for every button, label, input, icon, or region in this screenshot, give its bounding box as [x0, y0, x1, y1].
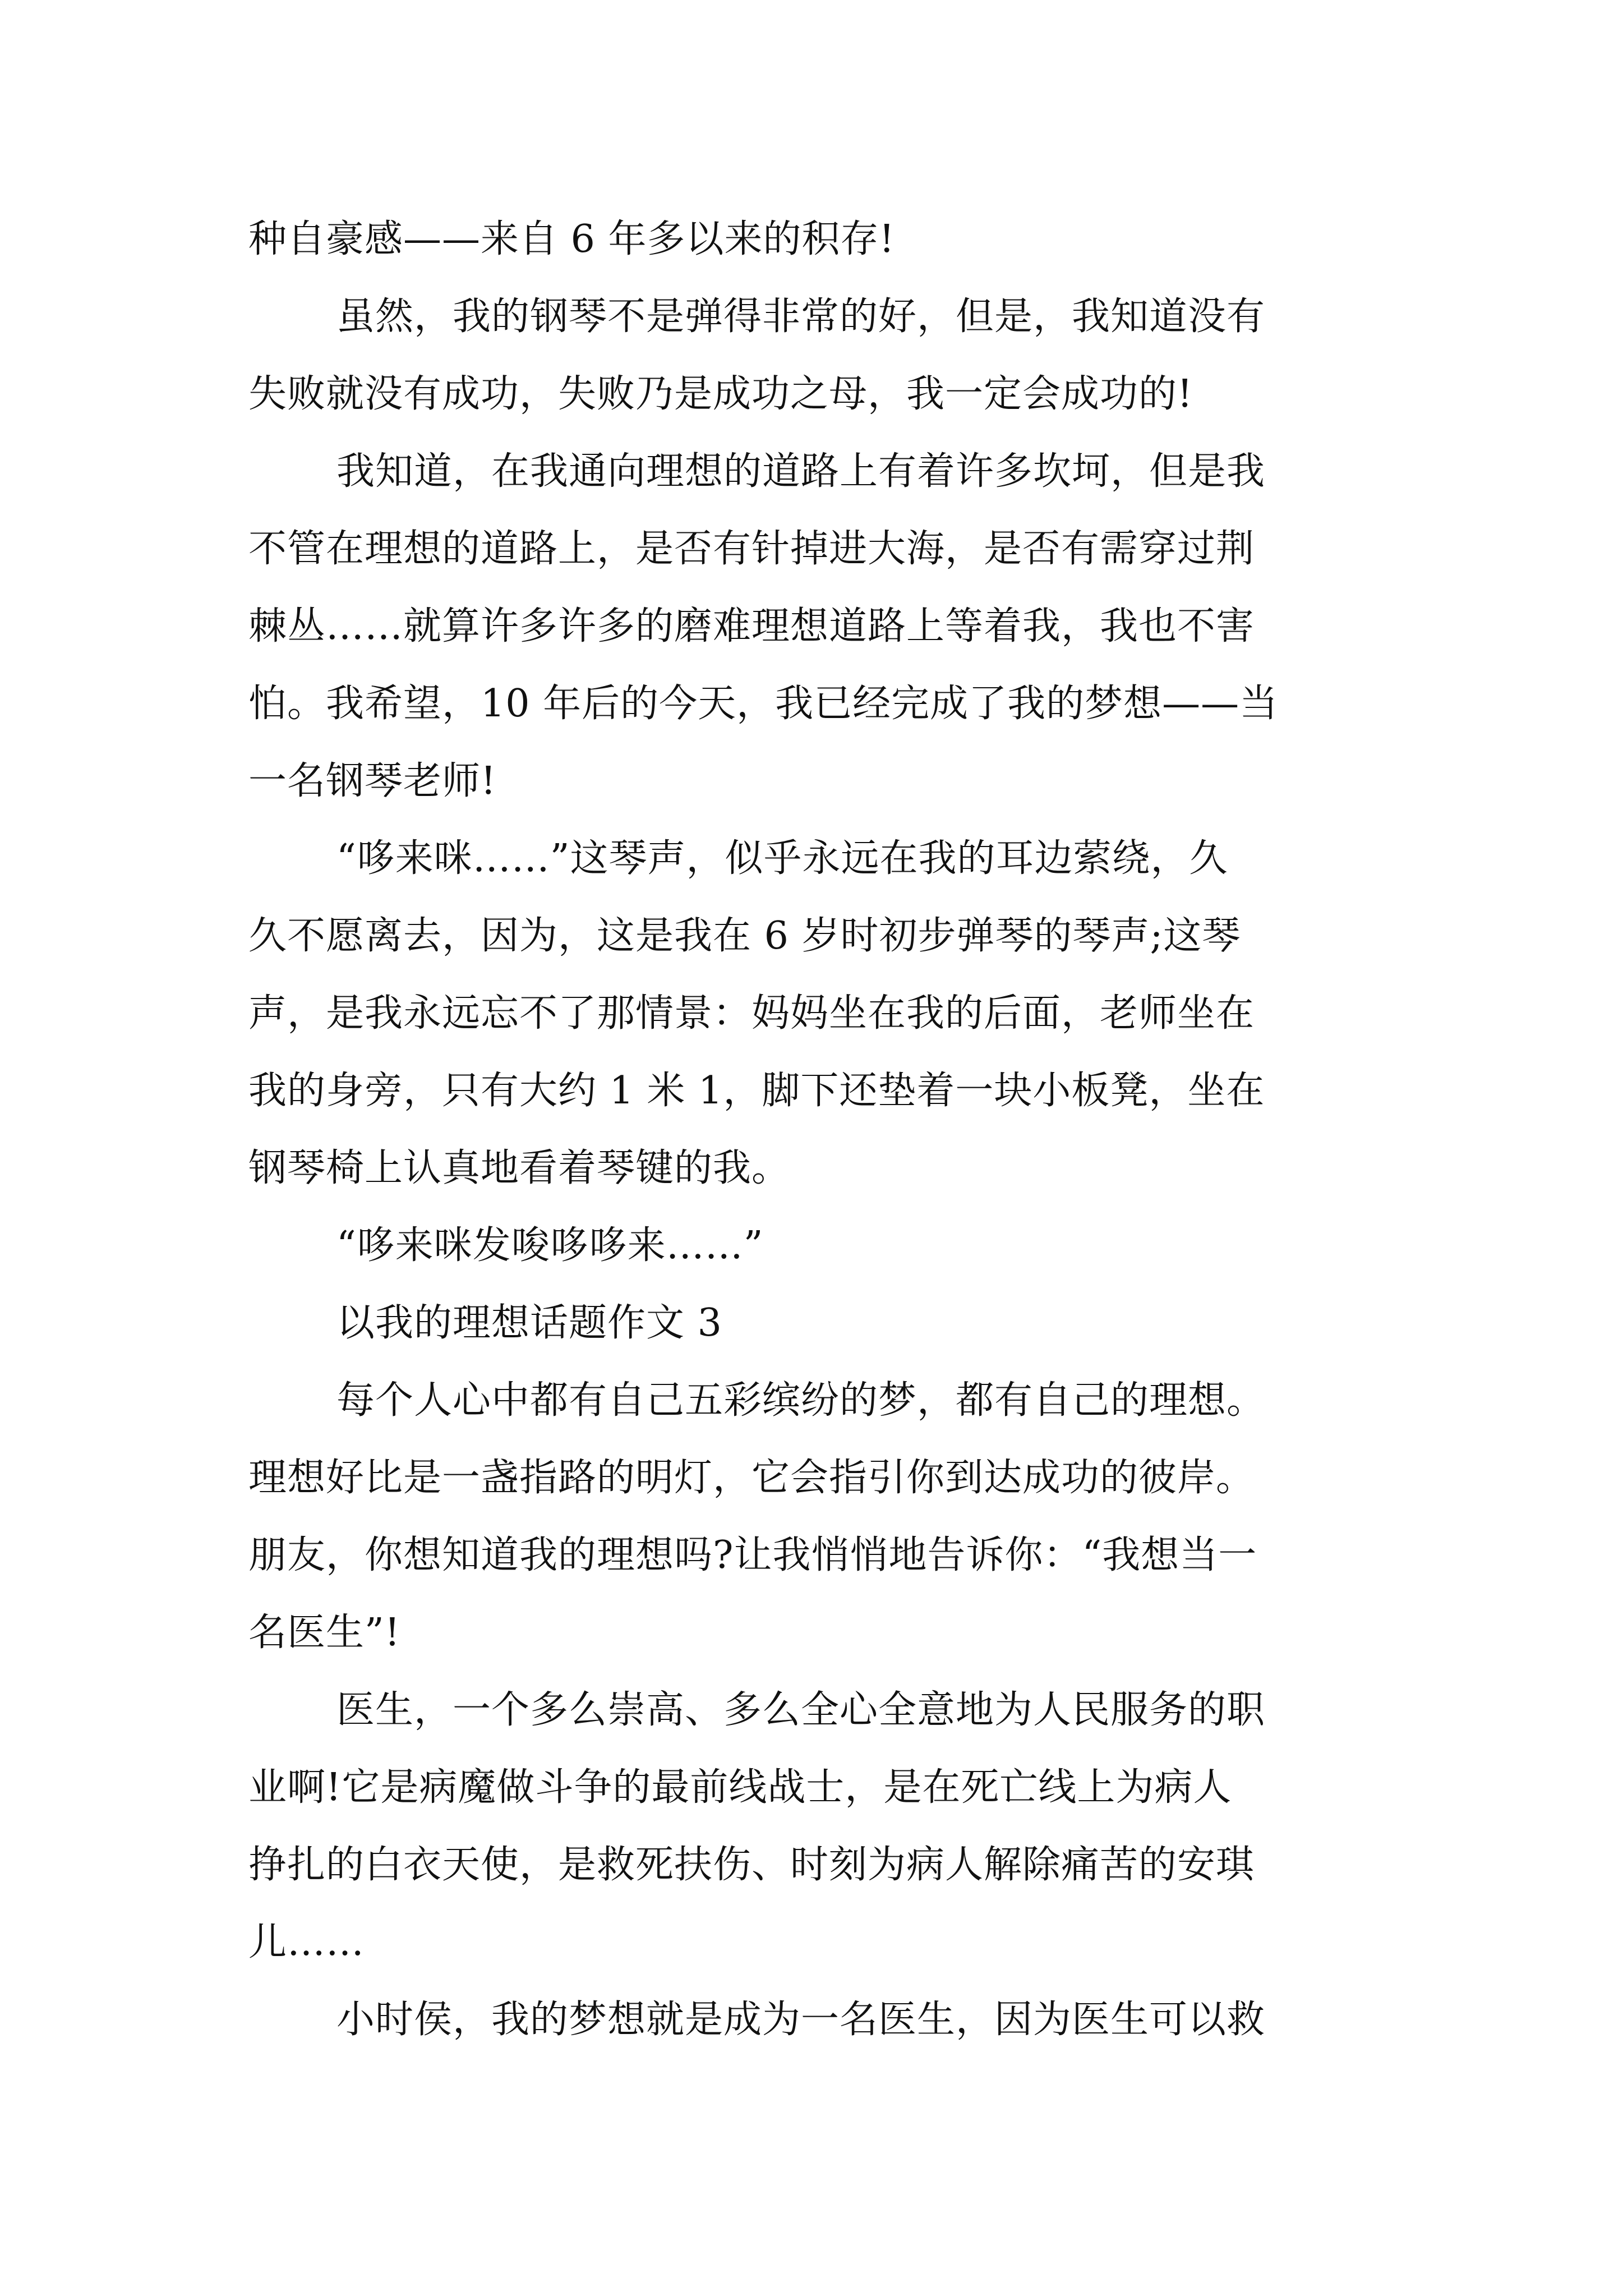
text-line: 怕。我希望，10 年后的今天，我已经完成了我的梦想——当 — [248, 682, 1279, 726]
section-heading: 以我的理想话题作文 3 — [336, 1301, 722, 1345]
text-line: 挣扎的白衣天使，是救死扶伤、时刻为病人解除痛苦的安琪 — [248, 1843, 1255, 1887]
text-line: “哆来咪……”这琴声，似乎永远在我的耳边萦绕，久 — [336, 836, 1228, 881]
text-line: 名医生”! — [248, 1611, 401, 1655]
text-line: 我的身旁，只有大约 1 米 1，脚下还垫着一块小板凳，坐在 — [248, 1069, 1265, 1113]
text-line: 朋友，你想知道我的理想吗?让我悄悄地告诉你：“我想当一 — [248, 1533, 1257, 1577]
text-line: 久不愿离去，因为，这是我在 6 岁时初步弹琴的琴声;这琴 — [248, 914, 1241, 958]
text-line: 业啊!它是病魔做斗争的最前线战士，是在死亡线上为病人 — [248, 1765, 1232, 1810]
text-line: 棘丛……就算许多许多的磨难理想道路上等着我，我也不害 — [248, 604, 1255, 648]
text-line: 虽然，我的钢琴不是弹得非常的好，但是，我知道没有 — [336, 295, 1266, 339]
text-line: 种自豪感——来自 6 年多以来的积存! — [248, 217, 895, 261]
text-line: 声，是我永远忘不了那情景：妈妈坐在我的后面，老师坐在 — [248, 991, 1255, 1036]
text-line: 不管在理想的道路上，是否有针掉进大海，是否有需穿过荆 — [248, 527, 1255, 571]
text-line: 医生，一个多么崇高、多么全心全意地为人民服务的职 — [336, 1688, 1266, 1732]
text-line: 每个人心中都有自己五彩缤纷的梦，都有自己的理想。 — [336, 1378, 1266, 1423]
text-line: 钢琴椅上认真地看着琴键的我。 — [248, 1146, 791, 1190]
text-line: 我知道，在我通向理想的道路上有着许多坎坷，但是我 — [336, 449, 1266, 494]
text-line: 失败就没有成功，失败乃是成功之母，我一定会成功的! — [248, 372, 1193, 416]
text-line: 小时侯，我的梦想就是成为一名医生，因为医生可以救 — [336, 1998, 1266, 2042]
text-line: 理想好比是一盏指路的明灯，它会指引你到达成功的彼岸。 — [248, 1456, 1255, 1500]
text-line: 一名钢琴老师! — [248, 759, 497, 803]
text-line: “哆来咪发唆哆哆来……” — [336, 1223, 764, 1268]
text-line: 儿…… — [248, 1920, 365, 1964]
